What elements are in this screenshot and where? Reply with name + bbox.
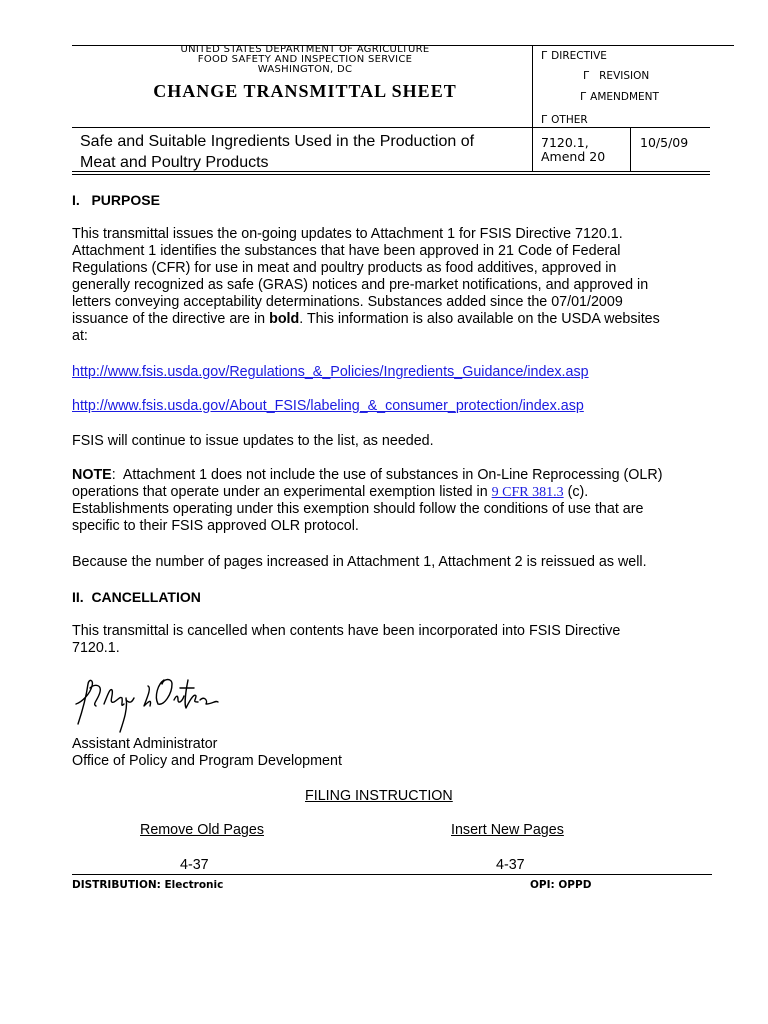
date-divider <box>630 127 631 171</box>
agency-line-3: WASHINGTON, DC <box>257 64 353 75</box>
purpose-heading: I. PURPOSE <box>72 192 160 208</box>
signatory-block <box>72 736 342 770</box>
note-label: NOTE <box>72 467 112 483</box>
insert-pages-value: 4-37 <box>496 857 525 873</box>
opi-label: OPI: OPPD <box>530 879 592 891</box>
purpose-paragraph: This transmittal issues the on-going updates to Attachment 1 for FSIS Directive 7120.1. Attachment 1 identifies the substances that have been approved in 21 Code of Federal Regulations (CFR) for use in meat and poultry products as food additives, approved in generally recognized as safe (GRAS) notices and pre-market notifications, and approved in letters conveying acceptability determinations. Substances added since the 07/01/2009 issuance of the directive are in bold. This information is also available on the USDA websites at: <box>72 226 660 344</box>
insert-pages-label: Insert New Pages <box>451 822 564 838</box>
cfr-link[interactable]: 9 CFR 381.3 <box>491 485 564 500</box>
directive-date: 10/5/09 <box>640 135 689 150</box>
option-amendment[interactable]: Γ AMENDMENT <box>580 90 659 103</box>
updates-paragraph: FSIS will continue to issue updates to the list, as needed. <box>72 433 434 449</box>
directive-number: 7120.1, Amend 20 <box>541 135 606 164</box>
option-revision[interactable]: Γ REVISION <box>583 69 650 82</box>
filing-heading: FILING INSTRUCTION <box>305 788 453 804</box>
header-divider <box>532 45 533 171</box>
ingredients-guidance-link[interactable]: http://www.fsis.usda.gov/Regulations_&_Policies/Ingredients_Guidance/index.asp <box>72 364 589 380</box>
checkbox-icon: Γ <box>580 90 587 103</box>
cancellation-heading: II. CANCELLATION <box>72 589 201 605</box>
checkbox-icon: Γ <box>541 49 548 62</box>
distribution-label: DISTRIBUTION: Electronic <box>72 879 224 891</box>
signatory-title: Assistant Administrator <box>72 736 218 752</box>
labeling-protection-link[interactable]: http://www.fsis.usda.gov/About_FSIS/labeling_&_consumer_protection/index.asp <box>72 398 584 414</box>
remove-pages-label: Remove Old Pages <box>140 822 264 838</box>
option-directive[interactable]: Γ DIRECTIVE <box>541 49 607 62</box>
cancellation-paragraph: This transmittal is cancelled when contents have been incorporated into FSIS Directive 7120.1. <box>72 623 621 656</box>
subject-top-rule <box>72 127 710 128</box>
signature-image <box>68 674 228 738</box>
footer-rule <box>72 874 712 875</box>
signatory-office: Office of Policy and Program Development <box>72 753 342 769</box>
subject-bottom-rule-2 <box>72 174 710 175</box>
subject-title <box>80 131 530 173</box>
remove-pages-value: 4-37 <box>180 857 209 873</box>
subject-line-2: Meat and Poultry Products <box>80 154 269 171</box>
checkbox-icon: Γ <box>541 113 548 126</box>
agency-name <box>140 45 470 75</box>
agency-line-2: FOOD SAFETY AND INSPECTION SERVICE <box>197 54 413 65</box>
option-other[interactable]: Γ OTHER <box>541 113 588 126</box>
subject-line-1: Safe and Suitable Ingredients Used in the Production of <box>80 133 475 150</box>
sheet-title: CHANGE TRANSMITTAL SHEET <box>153 81 457 101</box>
note-paragraph: NOTE: Attachment 1 does not include the use of substances in On-Line Reprocessing (OLR) operations that operate under an experimental exemption listed in 9 CFR 381.3 (c). Establishments operating under this exemption should follow the conditions of use that are specific to their FSIS approved OLR protocol. <box>72 467 663 534</box>
checkbox-icon: Γ <box>583 69 590 82</box>
agency-line-1: UNITED STATES DEPARTMENT OF AGRICULTURE <box>180 44 430 55</box>
reissue-paragraph: Because the number of pages increased in Attachment 1, Attachment 2 is reissued as well. <box>72 554 647 570</box>
subject-bottom-rule-1 <box>72 171 710 172</box>
